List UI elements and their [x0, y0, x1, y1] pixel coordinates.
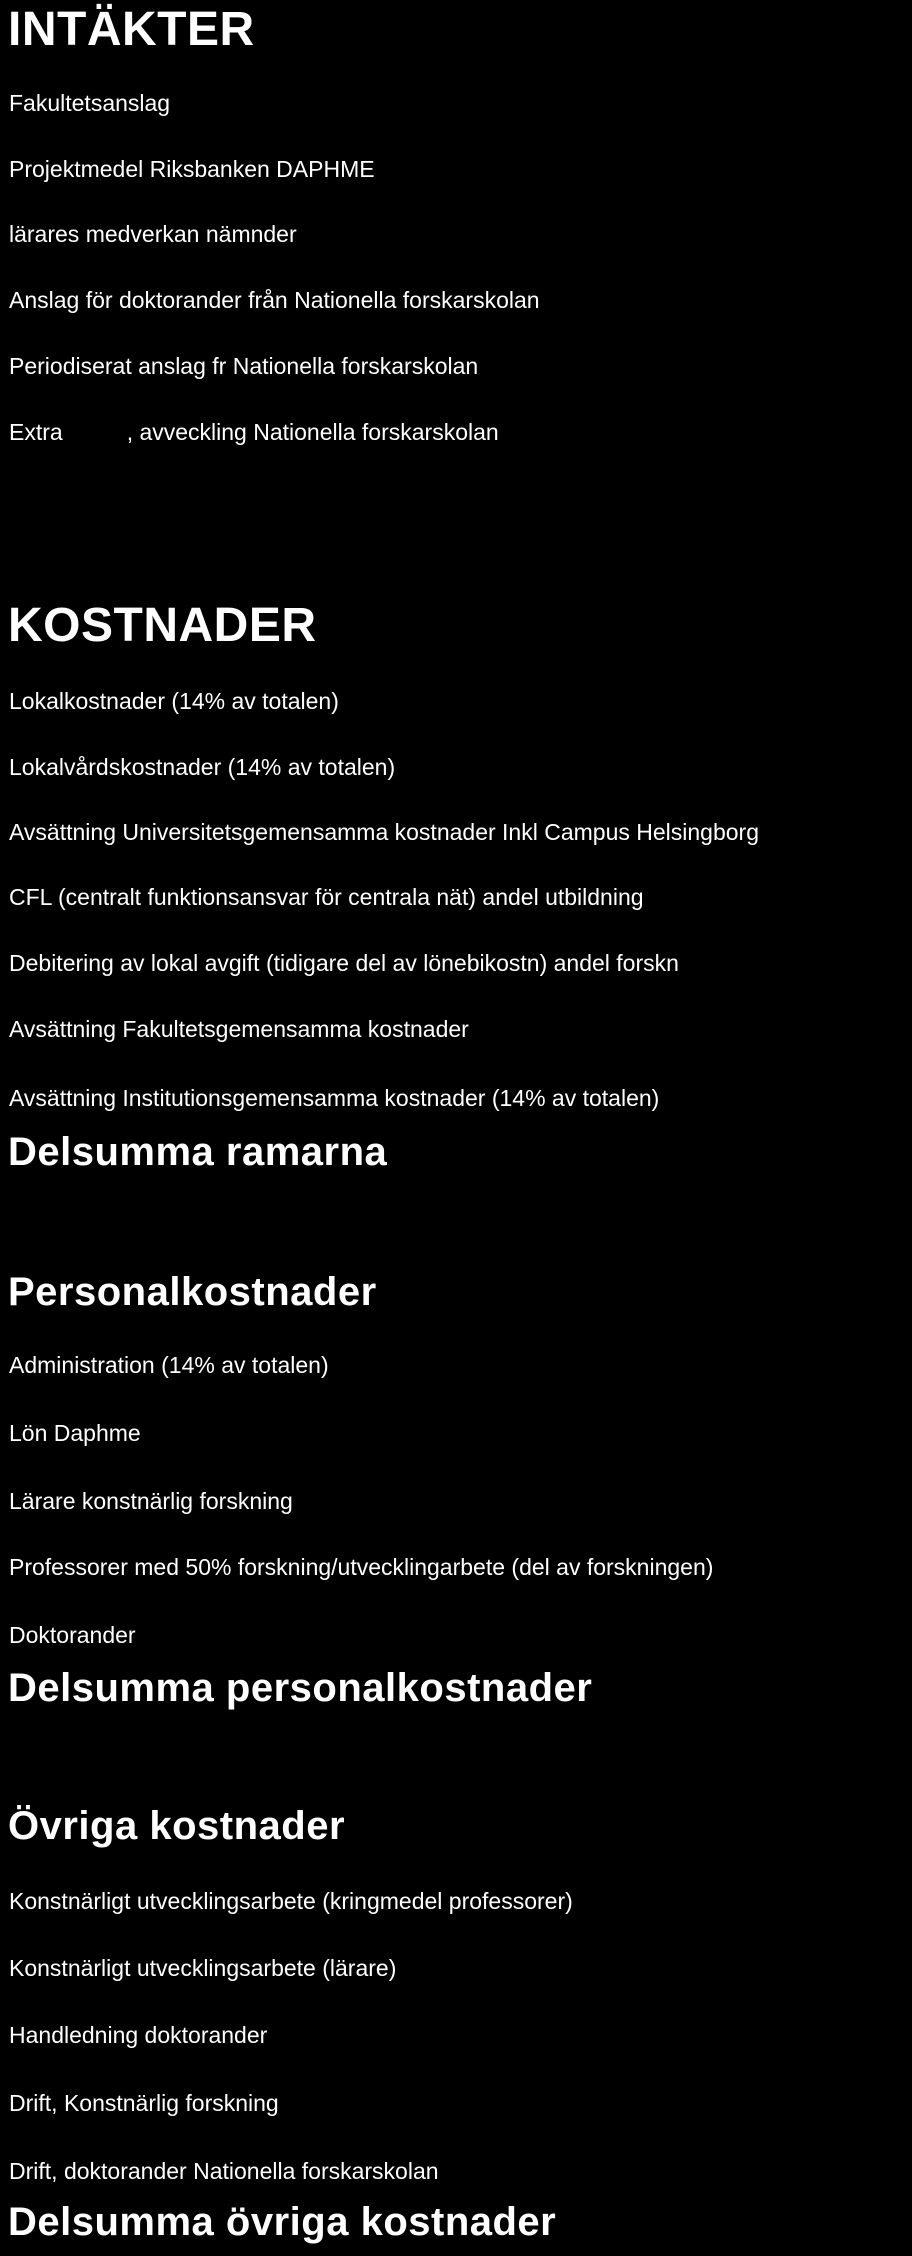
other-item: Konstnärligt utvecklingsarbete (lärare) [9, 1955, 397, 1981]
personnel-item: Lön Daphme [9, 1420, 141, 1446]
personnel-subtotal: Delsumma personalkostnader [8, 1666, 593, 1710]
personnel-item: Administration (14% av totalen) [9, 1352, 329, 1378]
costs-title: KOSTNADER [8, 599, 317, 652]
costs-subtotal: Delsumma ramarna [8, 1130, 388, 1174]
other-subtotal: Delsumma övriga kostnader [8, 2200, 557, 2244]
costs-item: Avsättning Institutionsgemensamma kostnader (14% av totalen) [9, 1085, 660, 1111]
other-item: Handledning doktorander [9, 2022, 268, 2048]
extra-prefix: Extra [9, 419, 63, 445]
costs-item: CFL (centralt funktionsansvar för centrala nät) andel utbildning [9, 884, 644, 910]
income-item: Projektmedel Riksbanken DAPHME [9, 156, 375, 182]
costs-item: Lokalvårdskostnader (14% av totalen) [9, 754, 396, 780]
personnel-item: Professorer med 50% forskning/utvecklingarbete (del av forskningen) [9, 1554, 714, 1580]
income-item: Fakultetsanslag [9, 90, 171, 116]
costs-item: Debitering av lokal avgift (tidigare del av lönebikostn) andel forskn [9, 950, 679, 976]
income-item-extra [9, 419, 499, 446]
other-title: Övriga kostnader [8, 1804, 346, 1848]
other-item: Drift, doktorander Nationella forskarskolan [9, 2158, 439, 2184]
costs-item: Avsättning Fakultetsgemensamma kostnader [9, 1016, 469, 1042]
income-title: INTÄKTER [8, 3, 255, 56]
income-item: Anslag för doktorander från Nationella forskarskolan [9, 287, 540, 313]
personnel-title: Personalkostnader [8, 1270, 377, 1314]
income-item: lärares medverkan nämnder [9, 221, 297, 247]
income-item: Periodiserat anslag fr Nationella forskarskolan [9, 353, 479, 379]
personnel-item: Lärare konstnärlig forskning [9, 1488, 293, 1514]
costs-item: Lokalkostnader (14% av totalen) [9, 688, 339, 714]
extra-suffix: , avveckling Nationella forskarskolan [126, 419, 499, 445]
other-item: Konstnärligt utvecklingsarbete (kringmedel professorer) [9, 1888, 573, 1914]
costs-item: Avsättning Universitetsgemensamma kostnader Inkl Campus Helsingborg [9, 819, 759, 845]
other-item: Drift, Konstnärlig forskning [9, 2090, 279, 2116]
personnel-item: Doktorander [9, 1622, 136, 1648]
